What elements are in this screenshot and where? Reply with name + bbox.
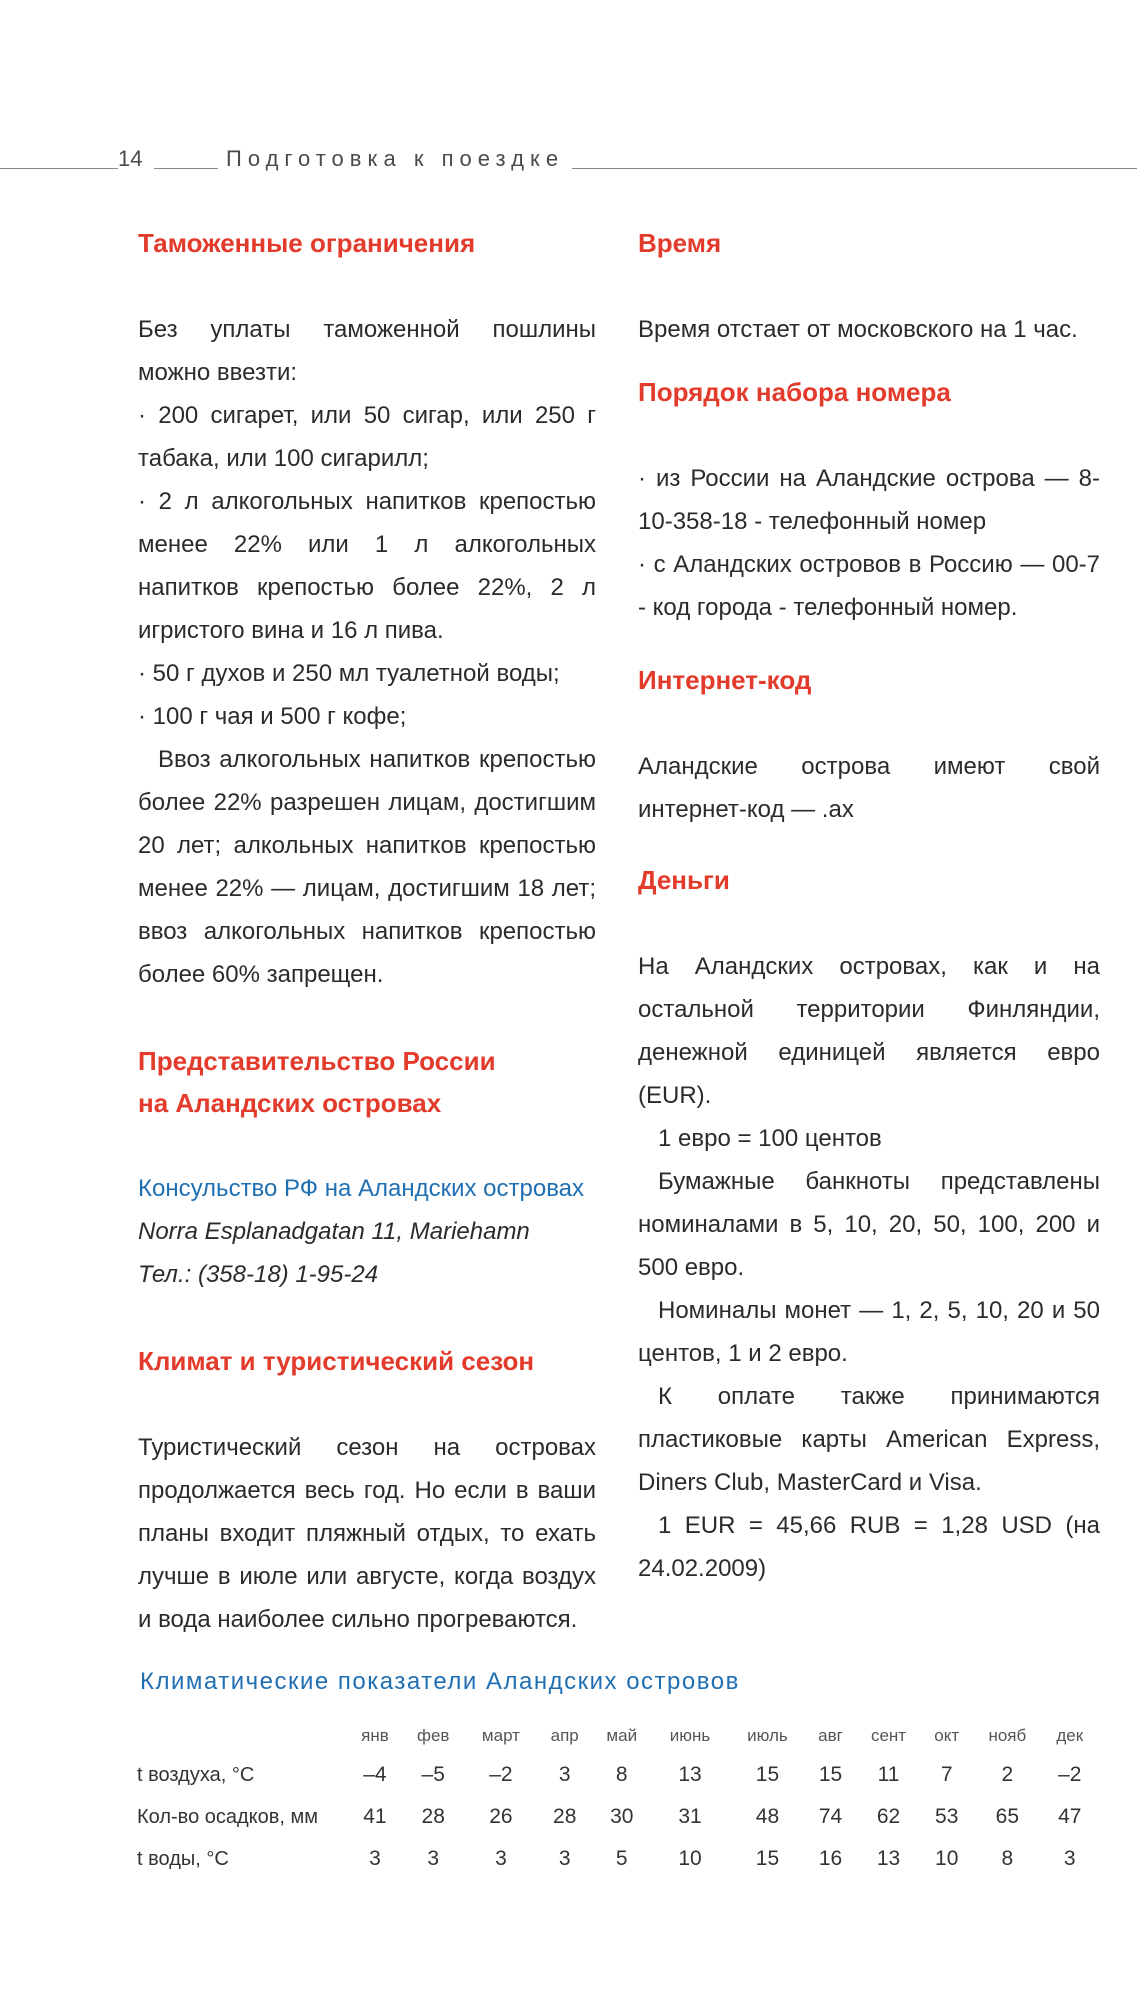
table-cell: 30 (610, 1805, 634, 1828)
customs-intro: Без уплаты таможенной пошлины можно ввезти: (138, 316, 596, 386)
money-title: Деньги (638, 865, 730, 895)
money-paragraph: Бумажные банкноты представлены номиналами в 5, 10, 20, 50, 100, 200 и 500 евро. (638, 1168, 1100, 1281)
table-cell: 8 (1001, 1847, 1014, 1870)
table-cell: 3 (558, 1847, 571, 1870)
table-cell: –2 (489, 1763, 513, 1786)
table-cell: 10 (935, 1847, 959, 1870)
customs-item: · 100 г чая и 500 г кофе; (138, 703, 407, 730)
row-label: t воды, °C (137, 1847, 229, 1870)
table-row (136, 1838, 1096, 1880)
money-paragraph: На Аландских островах, как и на остальной территории Финляндии, денежной единицей является евро (EUR). (638, 953, 1100, 1109)
month-header: июль (747, 1726, 788, 1745)
climate-section-title: Климат и туристический сезон (138, 1346, 535, 1376)
left-column (138, 222, 596, 1641)
time-title: Время (638, 228, 722, 258)
dialing-item: · из России на Аландские острова — 8-10-358-18 - телефонный номер (638, 465, 1100, 535)
table-cell: 74 (818, 1805, 843, 1828)
table-cell: 48 (755, 1805, 780, 1828)
month-header: сент (870, 1726, 907, 1745)
table-cell: 47 (1058, 1805, 1082, 1828)
table-cell: 62 (876, 1805, 901, 1828)
table-cell: 15 (755, 1847, 780, 1870)
month-header: дек (1056, 1726, 1084, 1745)
climate-table-title: Климатические показатели Аландских островов (140, 1668, 740, 1695)
table-cell: –4 (363, 1763, 387, 1786)
row-label: t воздуха, °C (137, 1763, 255, 1786)
right-column (638, 222, 1100, 1590)
table-row (136, 1754, 1096, 1796)
climate-table-header-row (136, 1718, 1096, 1754)
table-cell: 31 (678, 1805, 702, 1828)
embassy-title-line2: на Аландских островах (138, 1088, 442, 1118)
table-cell: 28 (553, 1805, 577, 1828)
table-cell: –5 (421, 1763, 445, 1786)
table-cell: 15 (818, 1763, 843, 1786)
consulate-phone: Тел.: (358-18) 1-95-24 (138, 1261, 379, 1288)
table-cell: 7 (940, 1763, 953, 1786)
month-header: окт (934, 1726, 960, 1745)
money-paragraph: К оплате также принимаются пластиковые карты American Express, Diners Club, MasterCard и Visa. (638, 1383, 1100, 1496)
table-cell: 3 (427, 1847, 440, 1870)
month-header: фев (416, 1726, 450, 1745)
month-header: нояб (988, 1726, 1027, 1745)
month-header: янв (361, 1726, 389, 1745)
table-cell: 3 (495, 1847, 507, 1870)
table-cell: 10 (678, 1847, 702, 1870)
row-label: Кол-во осадков, мм (137, 1805, 318, 1828)
dialing-title: Порядок набора номера (638, 377, 951, 407)
time-text: Время отстает от московского на 1 час. (638, 316, 1078, 343)
internet-title: Интернет-код (638, 665, 812, 695)
table-cell: 53 (935, 1805, 959, 1828)
table-cell: 28 (421, 1805, 445, 1828)
month-header: июнь (669, 1726, 711, 1745)
customs-note: Ввоз алкогольных напитков крепостью более 22% разрешен лицам, достигшим 20 лет; алкольных напитков крепостью менее 22% — лицам, достигшим 18 лет; ввоз алкогольных напитков крепостью более 60% запрещен. (138, 746, 596, 988)
month-header: май (606, 1726, 638, 1745)
table-cell: 3 (369, 1847, 381, 1870)
dialing-item: · с Аландских островов в Россию — 00-7 - код города - телефонный номер. (638, 551, 1100, 621)
customs-item: · 50 г духов и 250 мл туалетной воды; (138, 660, 560, 687)
table-cell: 5 (615, 1847, 628, 1870)
customs-title: Таможенные ограничения (138, 228, 476, 258)
table-cell: 13 (678, 1763, 702, 1786)
table-cell: 65 (995, 1805, 1020, 1828)
table-cell: 2 (1001, 1763, 1014, 1786)
table-cell: 3 (1063, 1847, 1076, 1870)
climate-section-text: Туристический сезон на островах продолжается весь год. Но если в ваши планы входит пляжный отдых, то ехать лучше в июле или августе, когда воздух и вода наиболее сильно прогреваются. (138, 1434, 596, 1633)
table-cell: 26 (489, 1805, 513, 1828)
running-head: Подготовка к поездке (218, 146, 572, 172)
table-cell: 15 (755, 1763, 780, 1786)
money-paragraph: Номиналы монет — 1, 2, 5, 10, 20 и 50 центов, 1 и 2 евро. (638, 1297, 1100, 1367)
header-empty-cell (136, 1718, 348, 1754)
money-paragraph: 1 евро = 100 центов (658, 1125, 882, 1152)
consulate-address: Norra Esplanadgatan 11, Mariehamn (138, 1218, 530, 1245)
customs-item: · 2 л алкогольных напитков крепостью менее 22% или 1 л алкогольных напитков крепостью более 22%, 2 л игристого вина и 16 л пива. (138, 488, 596, 644)
climate-table (136, 1718, 1096, 1880)
embassy-title-line1: Представительство России (138, 1046, 496, 1076)
table-cell: 3 (558, 1763, 571, 1786)
month-header: апр (550, 1726, 579, 1745)
internet-text: Аландские острова имеют свой интернет-код — .ax (638, 753, 1100, 823)
consulate-name: Консульство РФ на Аландских островах (138, 1175, 585, 1202)
table-cell: 41 (363, 1805, 387, 1828)
table-cell: –2 (1058, 1763, 1082, 1786)
table-row (136, 1796, 1096, 1838)
customs-item: · 200 сигарет, или 50 сигар, или 250 г табака, или 100 сигарилл; (138, 402, 596, 472)
table-cell: 13 (876, 1847, 901, 1870)
table-cell: 16 (818, 1847, 843, 1870)
money-paragraph: 1 EUR = 45,66 RUB = 1,28 USD (на 24.02.2009) (638, 1512, 1100, 1582)
month-header: авг (818, 1726, 843, 1745)
month-header: март (481, 1726, 520, 1745)
table-cell: 11 (877, 1763, 900, 1786)
page-number: 14 (118, 146, 154, 172)
table-cell: 8 (615, 1763, 628, 1786)
